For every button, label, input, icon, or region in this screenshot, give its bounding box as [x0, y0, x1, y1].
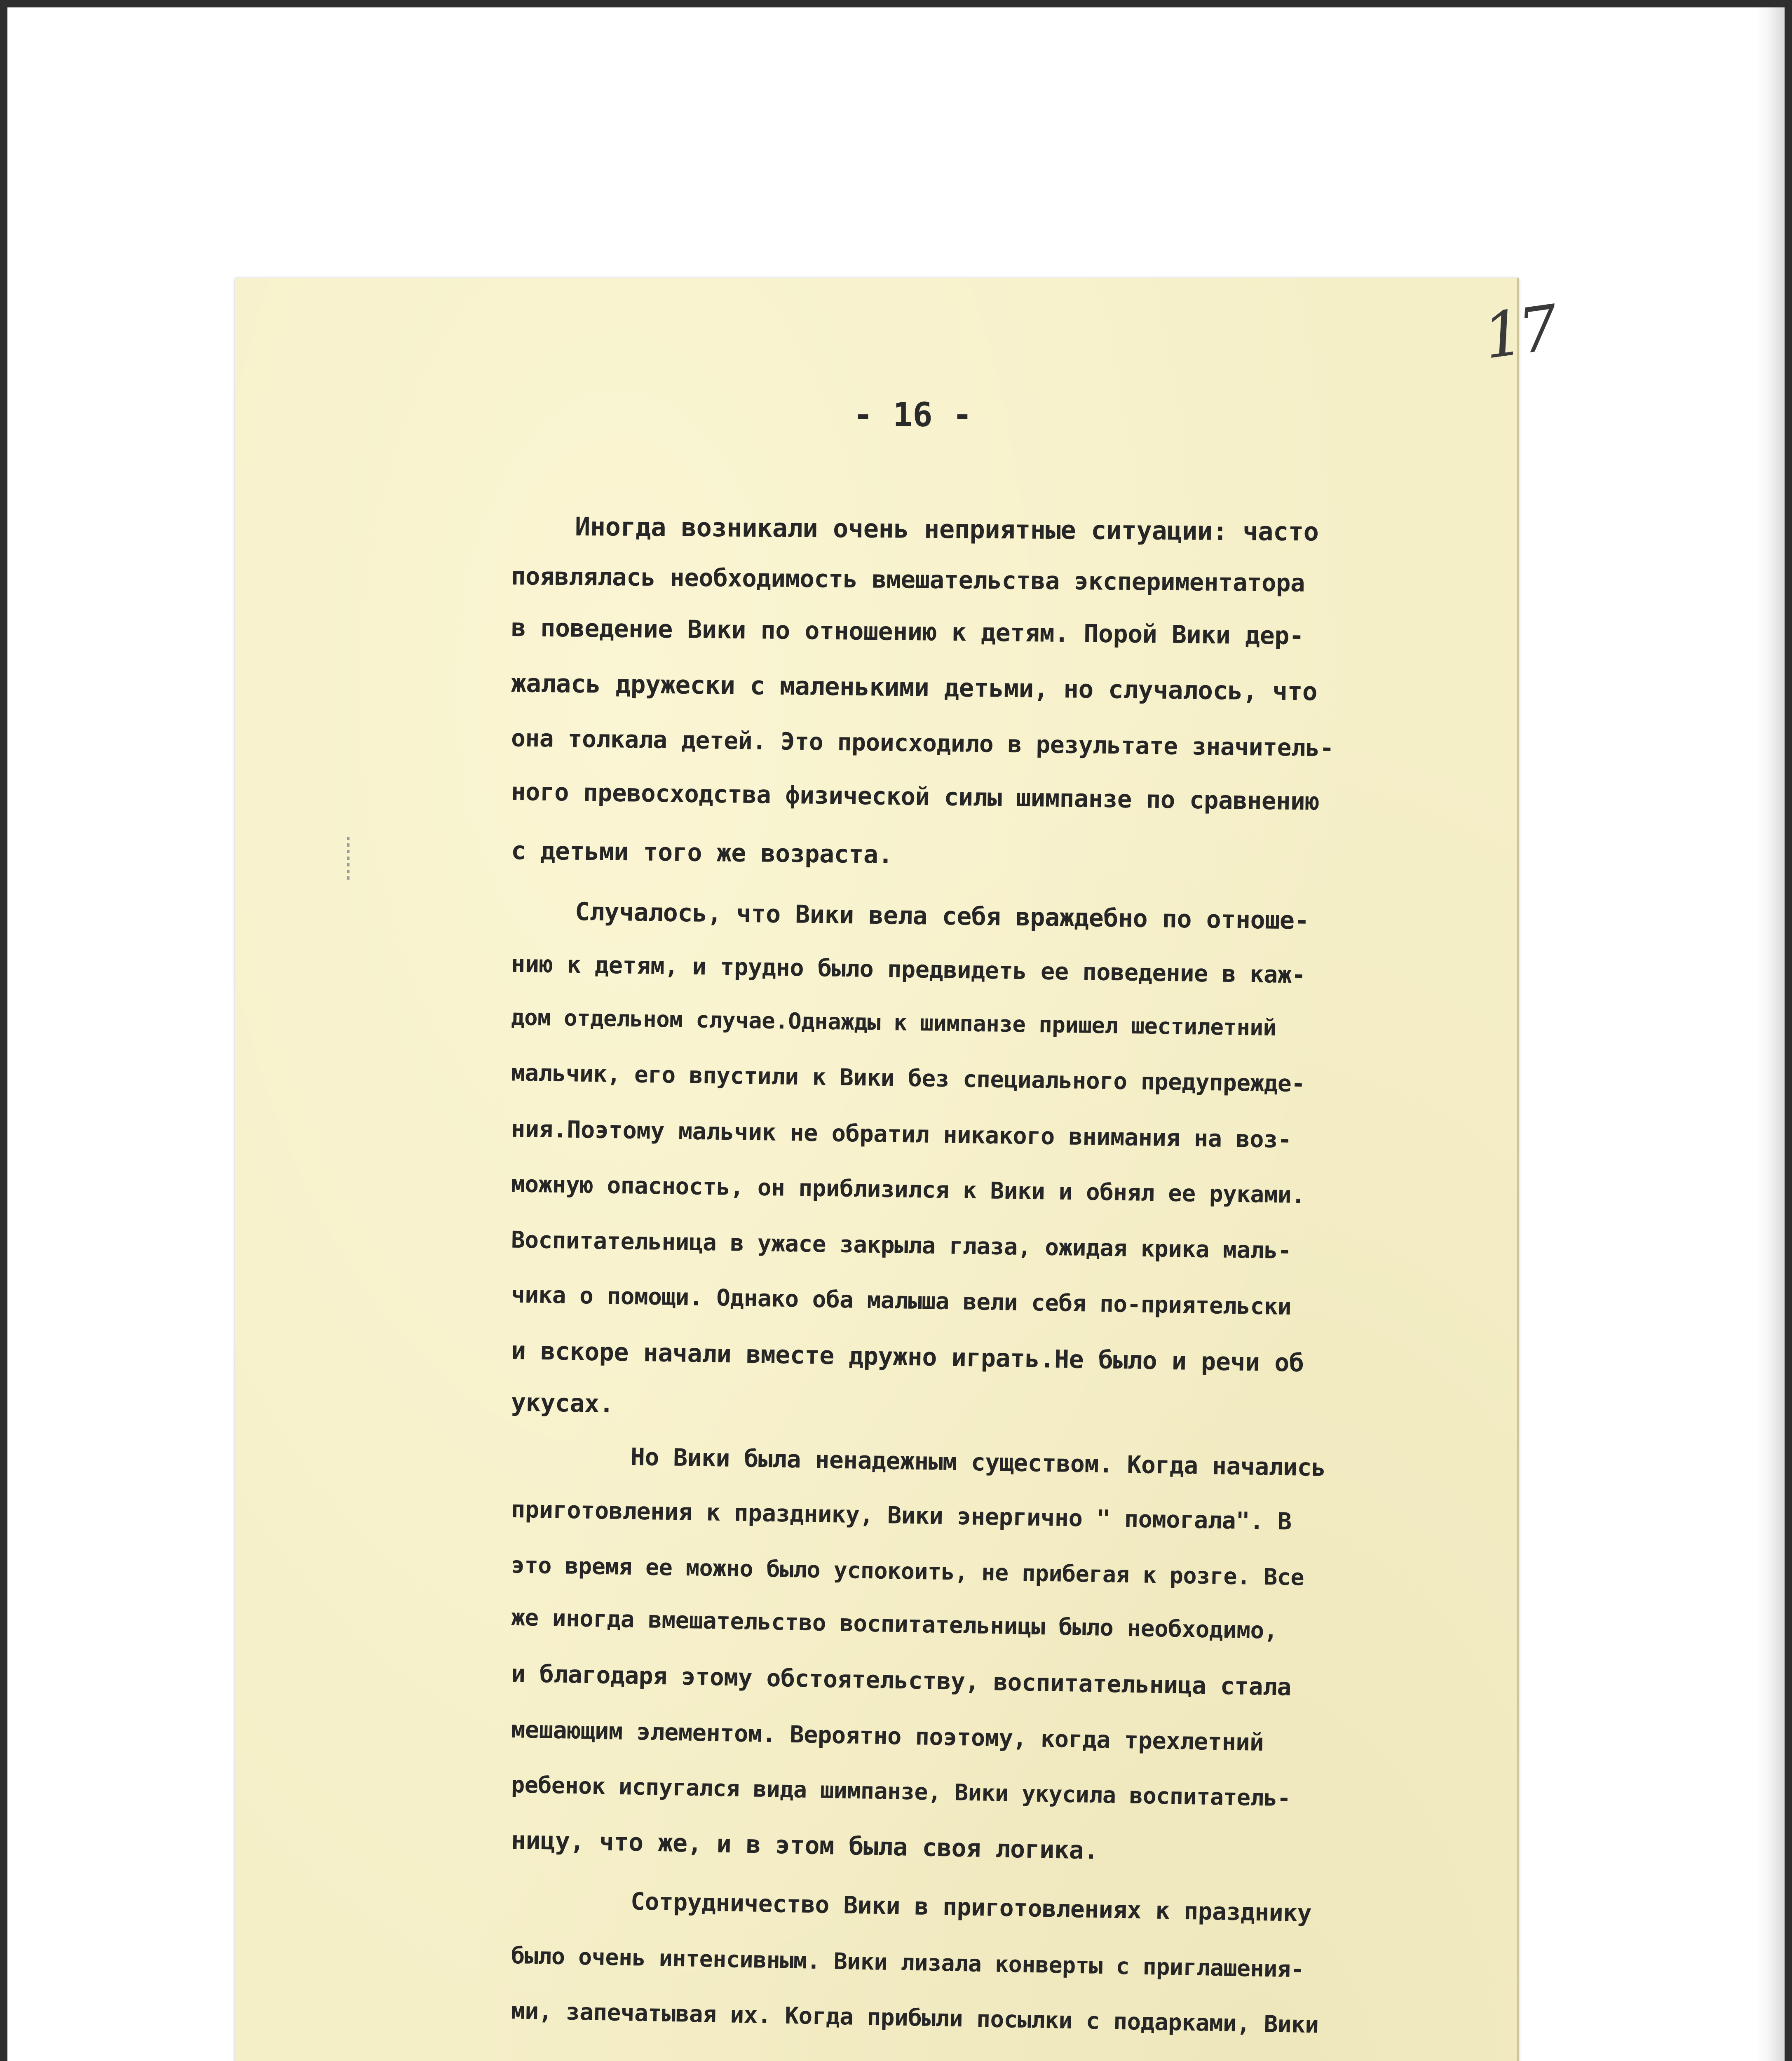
text-line: чика о помощи. Однако оба малыша вели себя по-приятельски — [511, 1281, 1292, 1321]
text-line: мальчик, его впустили к Вики без специального предупрежде- — [511, 1059, 1305, 1098]
scanner-background — [1756, 7, 1785, 2061]
text-line: это время ее можно было успокоить, не прибегая к розге. Все — [511, 1552, 1304, 1591]
text-line: жалась дружески с маленькими детьми, но случалось, что — [511, 669, 1318, 707]
text-line: укусах. — [511, 1388, 614, 1419]
text-line: ния.Поэтому мальчик не обратил никакого внимания на воз- — [511, 1115, 1292, 1154]
margin-mark — [347, 837, 349, 882]
text-line: ми, запечатывая их. Когда прибыли посылки с подарками, Вики — [511, 1998, 1319, 2039]
text-line: появлялась необходимость вмешательства экспериментатора — [511, 561, 1305, 597]
text-line: было очень интенсивным. Вики лизала конверты с приглашения- — [511, 1942, 1304, 1983]
text-line: и вскоре начали вместе дружно играть.Не было и речи об — [511, 1336, 1304, 1378]
text-line: Сотрудничество Вики в приготовлениях к празднику — [630, 1887, 1312, 1927]
text-line: она толкала детей. Это происходило в результате значитель- — [511, 724, 1334, 762]
text-line: ребенок испугался вида шимпанзе, Вики укусила воспитатель- — [511, 1771, 1291, 1812]
text-line: приготовления к празднику, Вики энергично " помогала". В — [511, 1495, 1292, 1535]
text-line: ного превосходства физической силы шимпанзе по сравнению — [511, 777, 1320, 816]
page-number: - 16 - — [853, 396, 972, 434]
handwritten-sheet-number: 17 — [1479, 292, 1559, 373]
text-line: в поведение Вики по отношению к детям. Порой Вики дер- — [511, 613, 1304, 651]
text-line: ницу, что же, и в этом была своя логика. — [511, 1826, 1099, 1865]
text-line: дом отдельном случае.Однажды к шимпанзе пришел шестилетний — [511, 1004, 1277, 1041]
text-line: с детьми того же возраста. — [511, 836, 893, 869]
text-line: же иногда вмешательство воспитательницы было необходимо, — [511, 1604, 1278, 1645]
text-line: можную опасность, он приблизился к Вики и обнял ее руками. — [511, 1171, 1305, 1209]
text-line: Воспитательница в ужасе закрыла глаза, ожидая крика маль- — [511, 1226, 1292, 1265]
text-line: мешающим элементом. Вероятно поэтому, когда трехлетний — [511, 1716, 1264, 1757]
text-line: и благодаря этому обстоятельству, воспитательница стала — [511, 1659, 1292, 1701]
text-line: Иногда возникали очень неприятные ситуации: часто — [575, 511, 1319, 547]
text-line: Но Вики была ненадежным существом. Когда начались — [630, 1442, 1326, 1482]
text-line: Случалось, что Вики вела себя враждебно по отноше- — [575, 897, 1309, 935]
text-line: нию к детям, и трудно было предвидеть ее поведение в каж- — [511, 950, 1306, 989]
